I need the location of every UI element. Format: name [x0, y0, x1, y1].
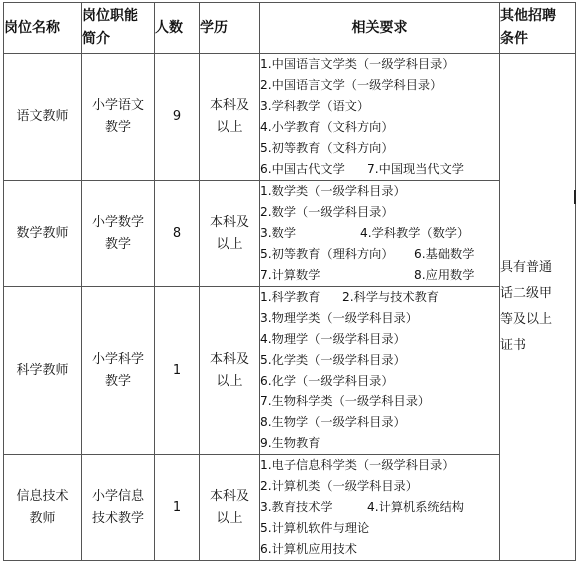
requirement-line: 2.中国语言文学（一级学科目录） [260, 78, 443, 93]
requirement-line: 1.科学教育 2.科学与技术教育 [260, 290, 439, 304]
cell-requirements [260, 287, 500, 455]
requirement-line: 5.计算机软件与理论 [260, 521, 370, 536]
cell-count: 8 [155, 181, 200, 287]
cell-post-intro: 小学数学 教学 [82, 181, 155, 287]
cell-education: 本科及 以上 [200, 181, 260, 287]
requirement-line: 3.数学 4.学科教学（数学） [260, 226, 470, 241]
header-education: 学历 [200, 3, 260, 54]
cell-post-name: 语文教师 [4, 54, 82, 181]
cell-post-intro: 小学科学 教学 [82, 287, 155, 455]
cell-post-name: 数学教师 [4, 181, 82, 287]
requirement-line: 1.电子信息科学类（一级学科目录） [260, 458, 455, 473]
requirement-line: 4.小学教育（文科方向） [260, 120, 394, 134]
table-row [4, 181, 576, 287]
requirement-line: 3.学科教学（语文） [260, 99, 370, 114]
requirement-line: 7.生物科学类（一级学科目录） [260, 394, 431, 409]
requirement-line: 5.初等教育（文科方向） [260, 140, 394, 155]
recruitment-table [3, 2, 576, 561]
requirement-line: 2.数学（一级学科目录） [260, 205, 394, 220]
cell-requirements [260, 54, 500, 181]
requirement-line: 5.化学类（一级学科目录） [260, 352, 406, 367]
table-row [4, 54, 576, 181]
cell-education: 本科及 以上 [200, 287, 260, 455]
requirement-line: 4.物理学（一级学科目录） [260, 331, 406, 346]
requirement-line: 1.中国语言文学类（一级学科目录） [260, 57, 455, 72]
cell-requirements [260, 455, 500, 561]
requirement-line: 8.生物学（一级学科目录） [260, 415, 406, 430]
border-mark [574, 190, 576, 204]
cell-count: 9 [155, 54, 200, 181]
header-requirements: 相关要求 [260, 3, 500, 54]
requirement-line: 6.化学（一级学科目录） [260, 373, 394, 388]
header-row [4, 3, 576, 54]
cell-count: 1 [155, 287, 200, 455]
cell-count: 1 [155, 455, 200, 561]
header-post-intro: 岗位职能 简介 [82, 3, 155, 54]
requirement-line: 6.计算机应用技术 [260, 541, 357, 556]
cell-education: 本科及 以上 [200, 54, 260, 181]
requirement-line: 7.计算数学 8.应用数学 [260, 267, 475, 282]
requirement-line: 1.数学类（一级学科目录） [260, 184, 406, 199]
requirement-line: 3.物理学类（一级学科目录） [260, 310, 418, 325]
cell-post-intro: 小学语文 教学 [82, 54, 155, 181]
header-other-conditions: 其他招聘 条件 [500, 3, 576, 54]
header-count: 人数 [155, 3, 200, 54]
requirement-line: 5.初等教育（理科方向） 6.基础数学 [260, 246, 475, 261]
requirement-line: 9.生物教育 [260, 436, 321, 451]
cell-education: 本科及 以上 [200, 455, 260, 561]
cell-post-name: 科学教师 [4, 287, 82, 455]
requirement-line: 3.教育技术学 4.计算机系统结构 [260, 500, 464, 515]
cell-post-name: 信息技术 教师 [4, 455, 82, 561]
requirement-line: 6.中国古代文学 7.中国现当代文学 [260, 161, 464, 176]
table-row [4, 455, 576, 561]
requirement-line: 2.计算机类（一级学科目录） [260, 479, 418, 494]
header-post-name: 岗位名称 [4, 3, 82, 54]
cell-post-intro: 小学信息 技术教学 [82, 455, 155, 561]
cell-requirements [260, 181, 500, 287]
table-row [4, 287, 576, 455]
cell-other-conditions: 具有普通 话二级甲 等及以上 证书 [500, 54, 576, 561]
